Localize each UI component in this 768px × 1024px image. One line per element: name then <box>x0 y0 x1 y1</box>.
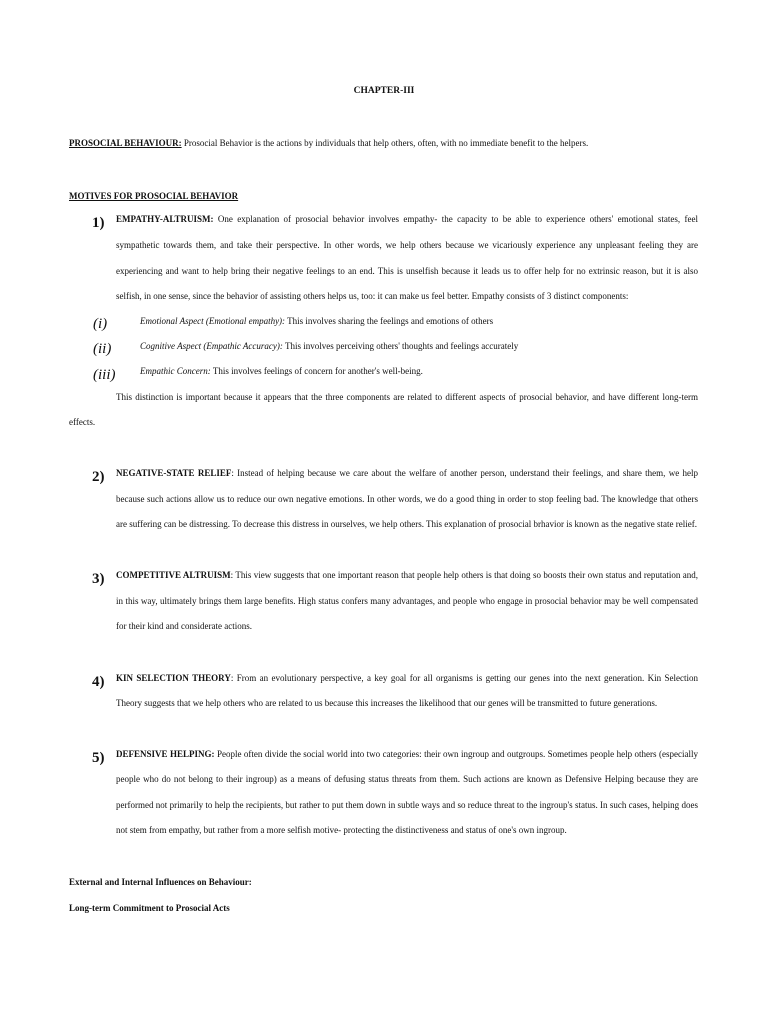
component-text: This involves perceiving others' thoughts and feelings accurately <box>282 341 519 351</box>
section-heading: Long-term Commitment to Prosocial Acts <box>69 903 230 913</box>
item-label: DEFENSIVE HELPING: <box>116 749 215 759</box>
component-line <box>140 365 423 377</box>
item-line <box>116 467 698 479</box>
item-line: selfish, in one sense, since the behavior of assisting others helps us, too: it can make us feel better. Empathy consists of 3 distinct components: <box>116 291 629 301</box>
component-label: Empathic Concern: <box>140 366 211 376</box>
component-text: This involves feelings of concern for another's well-being. <box>210 366 423 376</box>
chapter-title: CHAPTER-III <box>353 86 415 96</box>
component-line <box>140 315 493 327</box>
item-line: are suffering can be distressing. To decrease this distress in ourselves, we help others. This explanation of prosocial brhavior is known as the negative state relief. <box>116 519 697 529</box>
item-label: NEGATIVE-STATE RELIEF <box>116 468 232 478</box>
item-line: Theory suggests that we help others who are related to us because this increases the likelihood that our genes will be transmitted to future generations. <box>116 698 658 708</box>
item-text: People often divide the social world into two categories: their own ingroup and outgroups. Sometimes people help others (especially <box>214 749 698 759</box>
item-line: for their kind and considerate actions. <box>116 621 252 631</box>
item-line: in this way, ultimately brings them large benefits. High status confers many advantages, and people who engage in prosocial behavior may be well compensated <box>116 596 698 606</box>
distinction-line: This distinction is important because it appears that the three components are related to different aspects of prosocial behavior, and have different long-term <box>116 392 698 402</box>
intro-text: Prosocial Behavior is the actions by individuals that help others, often, with no immediate benefit to the helpers. <box>181 138 589 148</box>
item-line: performed not primarily to help the recipients, but rather to put them down in subtle ways and so reduce threat to the ingroup's status. In such cases, helping does <box>116 800 698 810</box>
item-number: 3) <box>92 571 105 587</box>
item-line <box>116 748 698 760</box>
component-line <box>140 340 518 352</box>
item-number: 1) <box>92 215 105 231</box>
component-numeral: (iii) <box>93 367 116 383</box>
intro-label: PROSOCIAL BEHAVIOUR: <box>69 138 182 148</box>
section-heading: External and Internal Influences on Behaviour: <box>69 877 252 887</box>
item-line: people who do not belong to their ingroup) as a means of defusing status threats from them. Such actions are known as Defensive Helping because they are <box>116 774 698 784</box>
item-line: experiencing and want to help bring their negative feelings to an end. This is unselfish because it leads us to offer help for no extrinsic reason, but it is also <box>116 266 698 276</box>
component-numeral: (i) <box>93 316 108 332</box>
component-text: This involves sharing the feelings and emotions of others <box>285 316 494 326</box>
item-label: EMPATHY-ALTRUISM: <box>116 214 214 224</box>
item-label: COMPETITIVE ALTRUISM <box>116 570 231 580</box>
item-line <box>116 213 698 225</box>
motives-heading: MOTIVES FOR PROSOCIAL BEHAVIOR <box>69 191 239 201</box>
item-line <box>116 569 698 581</box>
intro-paragraph <box>69 137 588 149</box>
item-text: : Instead of helping because we care about the welfare of another person, understand their feelings, and share them, we help <box>231 468 699 478</box>
component-label: Emotional Aspect (Emotional empathy): <box>140 316 286 326</box>
item-number: 5) <box>92 750 105 766</box>
item-text: One explanation of prosocial behavior involves empathy- the capacity to be able to experience others' emotional states, feel <box>213 214 698 224</box>
item-text: : This view suggests that one important reason that people help others is that doing so boosts their own status and reputation and, <box>230 570 698 580</box>
item-number: 2) <box>92 469 105 485</box>
item-line: sympathetic towards them, and take their perspective. In other words, we help others because we vicariously experience any unpleasant feeling they are <box>116 240 698 250</box>
item-number: 4) <box>92 674 105 690</box>
item-line <box>116 672 698 684</box>
distinction-line: effects. <box>69 417 96 427</box>
item-line: because such actions allow us to reduce our own negative emotions. In other words, we do a good thing in order to stop feeling bad. The knowledge that others <box>116 494 698 504</box>
item-text: : From an evolutionary perspective, a key goal for all organisms is getting our genes into the next generation. Kin Selection <box>230 673 698 683</box>
item-line: not stem from empathy, but rather from a more selfish motive- protecting the distinctiveness and status of one's own ingroup. <box>116 825 567 835</box>
component-label: Cognitive Aspect (Empathic Accuracy): <box>140 341 283 351</box>
item-label: KIN SELECTION THEORY <box>116 673 231 683</box>
component-numeral: (ii) <box>93 341 112 357</box>
